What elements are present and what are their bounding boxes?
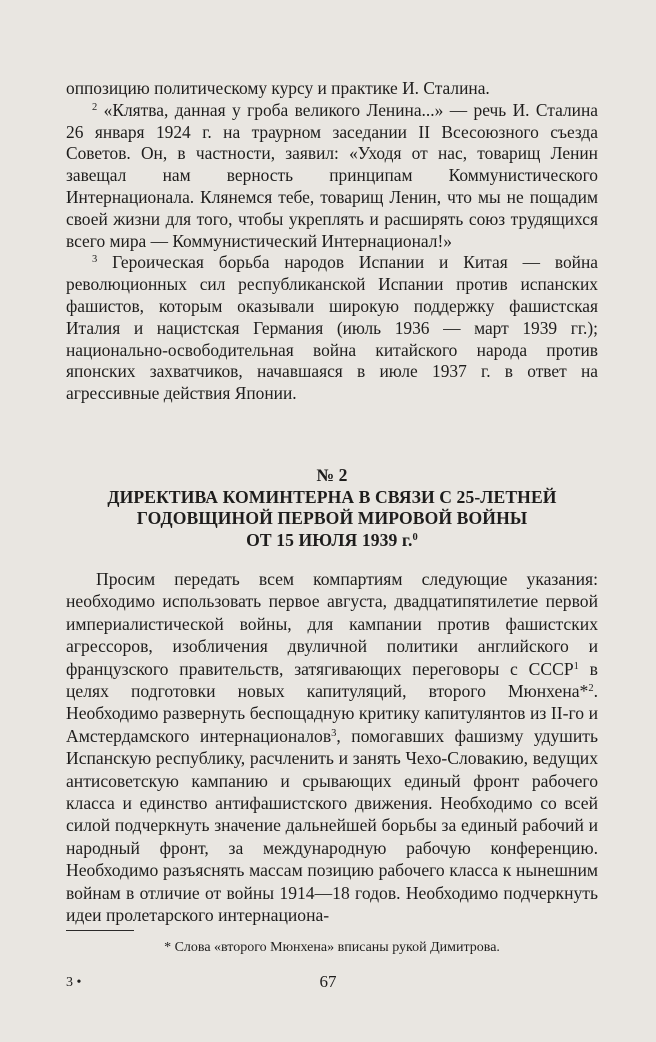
- document-title-date: ОТ 15 ИЮЛЯ 1939 г.: [246, 529, 413, 550]
- endnotes-block: [66, 78, 598, 405]
- document-number: № 2: [316, 465, 348, 485]
- document-title-marker: 0: [412, 531, 418, 543]
- endnote-2: [66, 100, 598, 253]
- footnote-divider: [66, 930, 134, 931]
- page-footnote: * Слова «второго Мюнхена» вписаны рукой Димитрова.: [164, 940, 500, 955]
- document-title-line2: ГОДОВЩИНОЙ ПЕРВОЙ МИРОВОЙ ВОЙНЫ: [136, 508, 528, 529]
- endnote-continuation: оппозицию политическому курсу и практике И. Сталина.: [66, 78, 490, 98]
- signature-mark: 3 •: [66, 975, 82, 990]
- note-ref-2: 2: [588, 683, 594, 695]
- endnote-2-marker: 2: [92, 101, 98, 113]
- asterisk-ref: *: [579, 681, 589, 702]
- document-title-line1: ДИРЕКТИВА КОМИНТЕРНА В СВЯЗИ С 25-ЛЕТНЕЙ: [107, 486, 557, 507]
- note-ref-3: 3: [331, 727, 337, 739]
- document-body: [66, 568, 598, 927]
- document-title-line3: [66, 530, 598, 552]
- body-paragraph: [66, 568, 598, 927]
- endnote-3-text: Героическая борьба народов Испании и Китая — война революционных сил республиканской Испании против испанских фашистов, которым оказывали широкую поддержку фашистская Италия и нацистская Германия (июль 1936 — март 1939 гг.); национально-освободительная война китайского народа против японских захватчиков, начавшаяся в июле 1937 г. в ответ на агрессивные действия Японии.: [66, 252, 598, 404]
- body-text-part4: , помогавших фашизму удушить Испанскую республику, расчленить и занять Чехо-Словакию, ведущих антисоветскую кампанию и срывающих единый фронт рабочего класса и единство антифашистского движения. Необходимо со всей силой подчеркнуть значение дальнейшей борьбы за единый рабочий и народный фронт, за международную рабочую конференцию. Необходимо разъяснять массам позицию рабочего класса к нынешним войнам в отличие от войны 1914—18 годов. Необходимо подчеркнуть идеи пролетарского интернациона-: [66, 725, 598, 926]
- endnote-3: [66, 252, 598, 405]
- document-heading: [66, 465, 598, 551]
- body-text-part2: в целях подготовки новых капитуляций, второго Мюнхена: [66, 658, 598, 702]
- body-text-part3: . Необходимо развернуть беспощадную критику капитулянтов из II-го и Амстердамского интернационалов: [66, 681, 598, 746]
- page-number: 67: [319, 972, 337, 991]
- note-ref-1: 1: [573, 660, 579, 672]
- endnote-2-text: «Клятва, данная у гроба великого Ленина...» — речь И. Сталина 26 января 1924 г. на траурном заседании II Всесоюзного съезда Советов. Он, в частности, заявил: «Уходя от нас, товарищ Ленин завещал нам верность принципам Коммунистического Интернационала. Клянемся тебе, товарищ Ленин, что мы не пощадим своей жизни для того, чтобы укреплять и расширять союз трудящихся всего мира — Коммунистический Интернационал!»: [66, 99, 598, 251]
- endnote-3-marker: 3: [92, 254, 98, 266]
- body-text-part1: Просим передать всем компартиям следующие указания: необходимо использовать первое августа, двадцатипятилетие первой империалистической войны, для кампании против фашистских агрессоров, изобличения двуличной политики английского и французского правительств, затягивающих переговоры с СССР: [66, 569, 598, 679]
